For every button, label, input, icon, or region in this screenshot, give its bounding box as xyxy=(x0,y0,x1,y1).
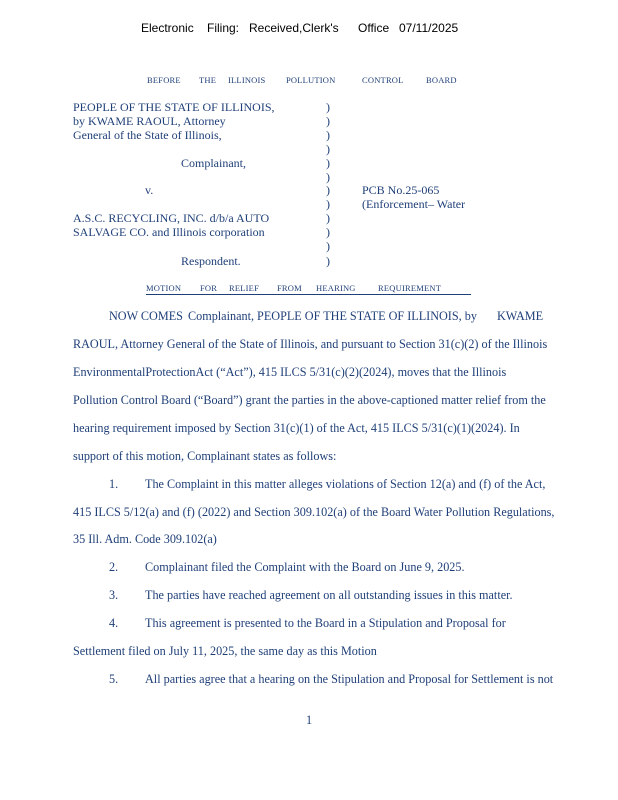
para1-line2: RAOUL, Attorney General of the State of Illinois, and pursuant to Section 31(c)(2) of the Illinois xyxy=(73,337,548,351)
heading-word: BOARD xyxy=(426,75,457,85)
caption-versus: v. xyxy=(145,183,154,197)
stamp-filing: Filing: xyxy=(207,21,240,35)
para1-line3: EnvironmentalProtectionAct (“Act”), 415 ILCS 5/31(c)(2)(2024), moves that the Illinois xyxy=(73,365,507,379)
motion-title-word: HEARING xyxy=(316,283,356,293)
para1-line4: Pollution Control Board (“Board”) grant the parties in the above-captioned matter relief from the xyxy=(73,393,546,407)
para1-kwame: KWAME xyxy=(497,309,544,323)
caption-paren: ) xyxy=(326,156,330,170)
caption-paren: ) xyxy=(326,128,330,142)
caption-party2-line1: A.S.C. RECYCLING, INC. d/b/a AUTO xyxy=(73,211,270,225)
para1-now-comes: NOW COMES xyxy=(109,309,183,323)
heading-word: POLLUTION xyxy=(286,75,336,85)
case-type: (Enforcement– Water xyxy=(362,197,466,211)
item3-line1: The parties have reached agreement on all outstanding issues in this matter. xyxy=(145,588,513,602)
caption-respondent: Respondent. xyxy=(181,254,241,268)
motion-title-word: MOTION xyxy=(146,283,182,293)
item1-line1: The Complaint in this matter alleges violations of Section 12(a) and (f) of the Act, xyxy=(145,477,546,491)
caption-party1-line2: by KWAME RAOUL, Attorney xyxy=(73,114,226,128)
item1-number: 1. xyxy=(109,477,119,491)
para1-line6: support of this motion, Complainant states as follows: xyxy=(73,449,337,463)
motion-title-word: FROM xyxy=(277,283,302,293)
para1-line5: hearing requirement imposed by Section 31(c)(1) of the Act, 415 ILCS 5/31(c)(1)(2024). In xyxy=(73,421,520,435)
stamp-date: 07/11/2025 xyxy=(399,21,459,35)
caption-paren: ) xyxy=(326,100,330,114)
caption-paren: ) xyxy=(326,183,330,197)
item4-line1: This agreement is presented to the Board in a Stipulation and Proposal for xyxy=(145,616,506,630)
para1-line1: Complainant, PEOPLE OF THE STATE OF ILLINOIS, by xyxy=(188,309,477,323)
motion-title-word: REQUIREMENT xyxy=(378,283,442,293)
item4-line2: Settlement filed on July 11, 2025, the same day as this Motion xyxy=(73,644,377,658)
caption-paren: ) xyxy=(326,197,330,211)
item3-number: 3. xyxy=(109,588,119,602)
caption-paren: ) xyxy=(326,254,330,268)
motion-title-word: FOR xyxy=(200,283,218,293)
caption-complainant: Complainant, xyxy=(181,156,246,170)
item5-number: 5. xyxy=(109,672,119,686)
caption-paren: ) xyxy=(326,142,330,156)
page-number: 1 xyxy=(306,713,313,727)
caption-party1-line1: PEOPLE OF THE STATE OF ILLINOIS, xyxy=(73,100,275,114)
item5-line1: All parties agree that a hearing on the Stipulation and Proposal for Settlement is not xyxy=(145,672,554,686)
item1-line3: 35 Ill. Adm. Code 309.102(a) xyxy=(73,532,217,546)
stamp-electronic: Electronic xyxy=(141,21,194,35)
caption-paren: ) xyxy=(326,225,330,239)
item4-number: 4. xyxy=(109,616,119,630)
heading-word: ILLINOIS xyxy=(228,75,266,85)
motion-title-word: RELIEF xyxy=(229,283,260,293)
caption-paren: ) xyxy=(326,170,330,184)
heading-word: CONTROL xyxy=(362,75,404,85)
stamp-received: Received,Clerk's xyxy=(249,21,339,35)
caption-paren: ) xyxy=(326,211,330,225)
heading-word: BEFORE xyxy=(147,75,181,85)
motion-title-underline xyxy=(146,294,471,295)
case-number: PCB No.25-065 xyxy=(362,183,440,197)
caption-paren: ) xyxy=(326,239,330,253)
caption-party1-line3: General of the State of Illinois, xyxy=(73,128,222,142)
heading-word: THE xyxy=(199,75,217,85)
item1-line2: 415 ILCS 5/12(a) and (f) (2022) and Section 309.102(a) of the Board Water Pollution Regulations, xyxy=(73,505,555,519)
caption-paren: ) xyxy=(326,114,330,128)
item2-line1: Complainant filed the Complaint with the Board on June 9, 2025. xyxy=(145,560,465,574)
stamp-office: Office xyxy=(358,21,390,35)
item2-number: 2. xyxy=(109,560,119,574)
caption-party2-line2: SALVAGE CO. and Illinois corporation xyxy=(73,225,265,239)
